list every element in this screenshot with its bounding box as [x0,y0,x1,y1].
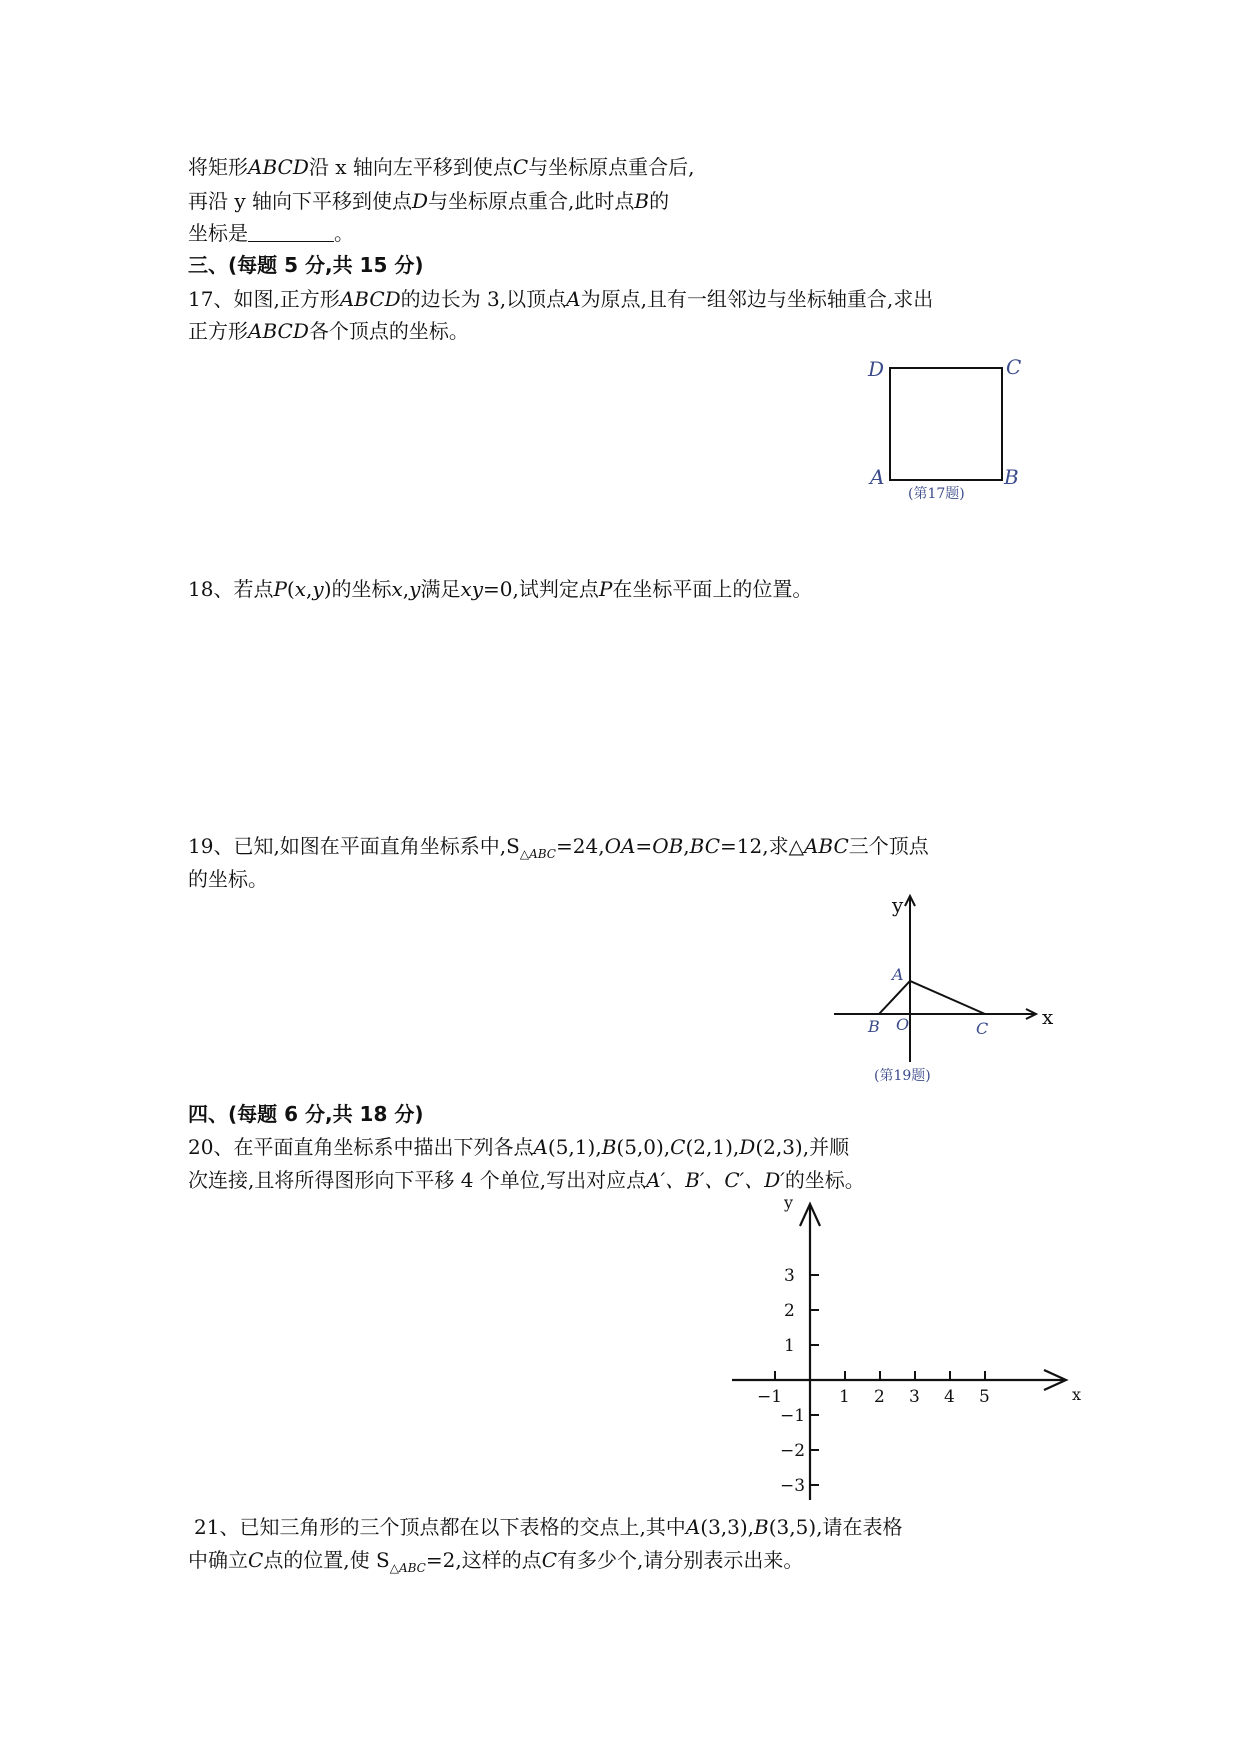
q21-line-2: 中确立C点的位置,使 $S_{\triangle ABC}=2$,这样的点C有多少个,请分别表示出来。 [188,1548,804,1575]
square-abcd [890,368,1002,480]
y-tick-label: 3 [784,1266,795,1286]
y-tick-label: 2 [784,1301,795,1321]
label-o: O [896,1015,910,1034]
label-x: x [1072,1385,1082,1404]
q20-line-2: 次连接,且将所得图形向下平移 4 个单位,写出对应点A′、B′、C′、D′的坐标。 [188,1168,865,1192]
label-a: A [892,965,904,984]
q21-line-1: 21、已知三角形的三个顶点都在以下表格的交点上,其中A(3,3),B(3,5),请在表格 [194,1515,903,1539]
q17-line-2: 正方形ABCD各个顶点的坐标。 [188,319,469,343]
y-tick-label: −1 [780,1406,806,1426]
answer-blank [248,221,334,242]
x-tick-label: 5 [979,1387,990,1407]
label-c: C [976,1019,989,1038]
q16-line-1: 将矩形ABCD沿 x 轴向左平移到使点C与坐标原点重合后, [188,155,695,179]
x-tick-label: −1 [757,1387,783,1407]
x-tick-label: 2 [874,1387,885,1407]
y-tick-label: −3 [780,1476,806,1496]
q19-line-2: 的坐标。 [188,867,268,891]
label-d: D [868,357,885,381]
label-c: C [1006,355,1022,379]
figure-caption: (第19题) [874,1068,931,1084]
label-x: x [1042,1005,1054,1029]
q19-triangle-figure [830,890,1070,1090]
q17-square-figure [860,350,1060,510]
y-tick-label: −2 [780,1441,806,1461]
label-a: A [870,465,885,489]
label-y: y [892,893,904,917]
q20-coordinate-axes [726,1193,1086,1516]
q18-text: 18、若点P(x,y)的坐标x,y满足xy=0,试判定点P在坐标平面上的位置。 [188,577,813,601]
y-tick-label: 1 [784,1336,795,1356]
q17-line-1: 17、如图,正方形ABCD的边长为 3,以顶点A为原点,且有一组邻边与坐标轴重合,求出 [188,287,934,311]
label-b: B [868,1017,880,1036]
q20-line-1: 20、在平面直角坐标系中描出下列各点A(5,1),B(5,0),C(2,1),D(2,3),并顺 [188,1135,850,1159]
q16-line-2: 再沿 y 轴向下平移到使点D与坐标原点重合,此时点B的 [188,189,670,213]
x-tick-label: 4 [944,1387,955,1407]
triangle-abc [879,981,985,1014]
x-tick-label: 3 [909,1387,920,1407]
section-3-title: 三、(每题 5 分,共 15 分) [188,253,424,277]
label-b: B [1004,465,1019,489]
label-y: y [784,1193,794,1212]
q16-line-3: 坐标是 。 [188,221,354,245]
section-4-title: 四、(每题 6 分,共 18 分) [188,1102,424,1126]
x-tick-label: 1 [839,1387,850,1407]
figure-caption: (第17题) [908,486,965,502]
q19-line-1: 19、已知,如图在平面直角坐标系中$,S_{\triangle ABC}=24,OA=OB,BC=12$,求△ABC三个顶点 [188,834,929,861]
